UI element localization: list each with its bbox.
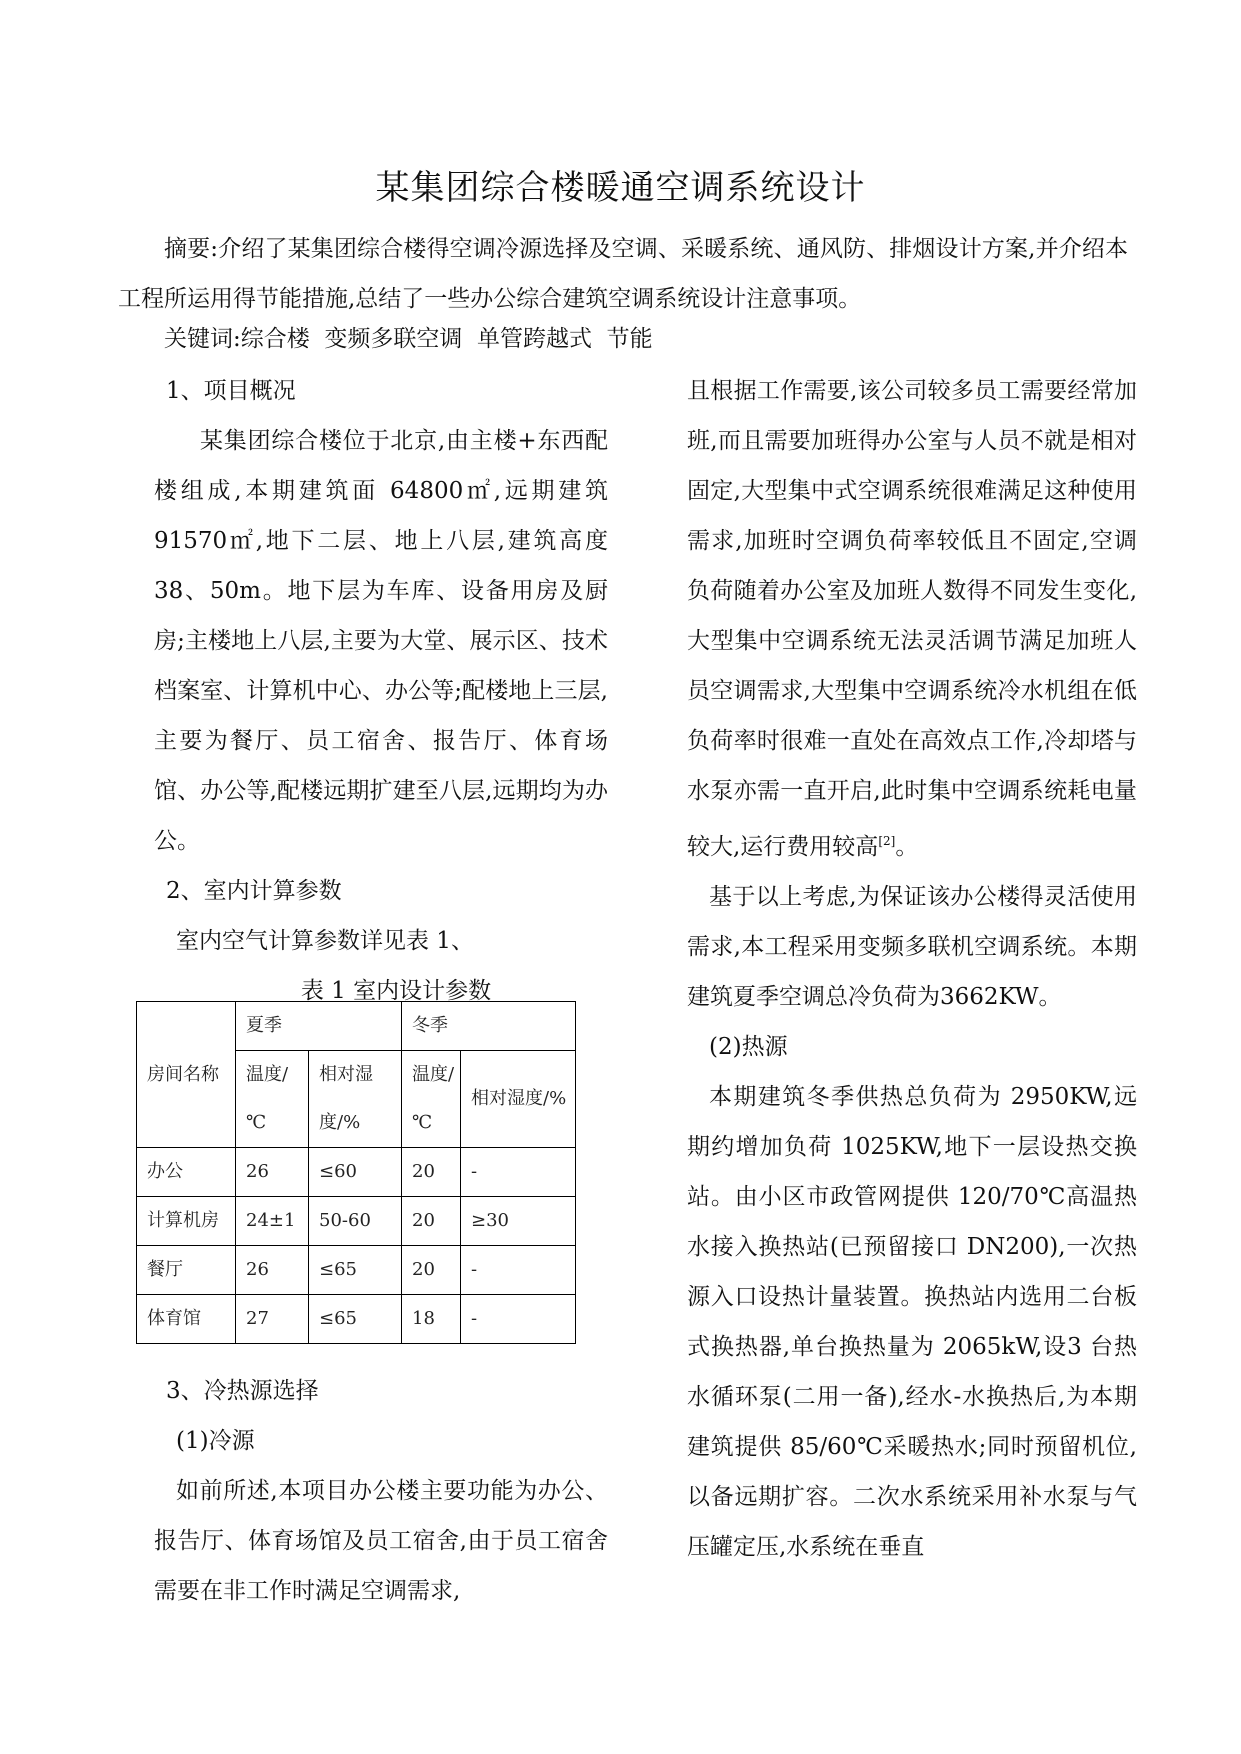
cell-winter-temp: 20 xyxy=(402,1246,461,1295)
cell-winter-rh: - xyxy=(461,1148,576,1197)
section-heading-project-overview: 1、项目概况 xyxy=(166,378,296,404)
cell-winter-temp: 20 xyxy=(402,1197,461,1246)
citation-ref: [2] xyxy=(878,834,896,848)
table-row xyxy=(137,1295,576,1344)
cell-winter-rh: - xyxy=(461,1246,576,1295)
section-heading-indoor-params: 2、室内计算参数 xyxy=(166,878,342,904)
keywords-line: 关键词:综合楼 变频多联空调 单管跨越式 节能 xyxy=(164,326,653,352)
cell-summer-rh: 50-60 xyxy=(309,1197,402,1246)
table-caption: 表 1 室内设计参数 xyxy=(300,978,492,1004)
table-header-row xyxy=(137,1002,576,1051)
cell-winter-temp: 18 xyxy=(402,1295,461,1344)
continued-text: 且根据工作需要,该公司较多员工需要经常加班,而且需要加班得办公室与人员不就是相对固定,大型集中式空调系统很难满足这种使用需求,加班时空调负荷率较低且不固定,空调负荷随着办公室及加班人数得不同发生变化,大型集中空调系统无法灵活调节满足加班人员空调需求,大型集中空调系统冷水机组在低负荷率时很难一直处在高效点工作,冷却塔与水泵亦需一直开启,此时集中空调系统耗电量较大,运行费用较高 xyxy=(687,378,1137,860)
indoor-params-paragraph: 室内空气计算参数详见表 1、 xyxy=(176,928,474,954)
table-row xyxy=(137,1246,576,1295)
header-summer-temp: 温度/℃ xyxy=(236,1051,309,1148)
section-heading-source-selection: 3、冷热源选择 xyxy=(166,1378,319,1404)
cell-winter-temp: 20 xyxy=(402,1148,461,1197)
header-winter-rh: 相对湿度/% xyxy=(461,1051,576,1148)
header-winter: 冬季 xyxy=(402,1002,576,1051)
cell-summer-temp: 26 xyxy=(236,1148,309,1197)
abstract-paragraph: 摘要:介绍了某集团综合楼得空调冷源选择及空调、采暖系统、通风防、排烟设计方案,并介绍本工程所运用得节能措施,总结了一些办公综合建筑空调系统设计注意事项。 xyxy=(118,236,1128,312)
cell-summer-temp: 27 xyxy=(236,1295,309,1344)
project-overview-paragraph: 某集团综合楼位于北京,由主楼+东西配楼组成,本期建筑面 64800㎡,远期建筑91570㎡,地下二层、地上八层,建筑高度38、50m。地下层为车库、设备用房及厨房;主楼地上八层,主要为大堂、展示区、技术档案室、计算机中心、办公等;配楼地上三层,主要为餐厅、员工宿舍、报告厅、体育场馆、办公等,配楼远期扩建至八层,远期均为办公。 xyxy=(154,428,608,854)
cell-winter-rh: - xyxy=(461,1295,576,1344)
cell-summer-rh: ≤60 xyxy=(309,1148,402,1197)
cell-summer-rh: ≤65 xyxy=(309,1295,402,1344)
document-title: 某集团综合楼暖通空调系统设计 xyxy=(375,168,866,208)
indoor-design-params-table xyxy=(136,1001,576,1344)
cell-room: 办公 xyxy=(137,1148,236,1197)
continued-text-end: 。 xyxy=(895,834,919,860)
table-row xyxy=(137,1197,576,1246)
header-room-name: 房间名称 xyxy=(137,1002,236,1148)
left-column xyxy=(154,366,608,1616)
header-summer-rh: 相对湿度/% xyxy=(309,1051,402,1148)
header-winter-temp: 温度/℃ xyxy=(402,1051,461,1148)
table-row xyxy=(137,1148,576,1197)
cell-summer-temp: 24±1 xyxy=(236,1197,309,1246)
heat-source-paragraph: 本期建筑冬季供热总负荷为 2950KW,远期约增加负荷 1025KW,地下一层设热交换站。由小区市政管网提供 120/70℃高温热水接入换热站(已预留接口 DN200),一次热源入口设热计量装置。换热站内选用二台板式换热器,单台换热量为 2065kW,设3 台热水循环泵(二用一备),经水-水换热后,为本期建筑提供 85/60℃采暖热水;同时预留机位,以备远期扩容。二次水系统采用补水泵与气压罐定压,水系统在垂直 xyxy=(687,1084,1137,1560)
cell-winter-rh: ≥30 xyxy=(461,1197,576,1246)
header-summer: 夏季 xyxy=(236,1002,402,1051)
cold-source-paragraph: 如前所述,本项目办公楼主要功能为办公、报告厅、体育场馆及员工宿舍,由于员工宿舍需要在非工作时满足空调需求, xyxy=(154,1478,608,1604)
vrf-decision-paragraph: 基于以上考虑,为保证该办公楼得灵活使用需求,本工程采用变频多联机空调系统。本期建筑夏季空调总冷负荷为3662KW。 xyxy=(687,884,1137,1010)
subheading-cold-source: (1)冷源 xyxy=(176,1428,255,1454)
cell-summer-temp: 26 xyxy=(236,1246,309,1295)
cell-room: 体育馆 xyxy=(137,1295,236,1344)
cell-summer-rh: ≤65 xyxy=(309,1246,402,1295)
subheading-heat-source: (2)热源 xyxy=(709,1034,788,1060)
cell-room: 计算机房 xyxy=(137,1197,236,1246)
right-column xyxy=(687,366,1137,1572)
cell-room: 餐厅 xyxy=(137,1246,236,1295)
cold-source-continued-paragraph xyxy=(687,366,1137,872)
